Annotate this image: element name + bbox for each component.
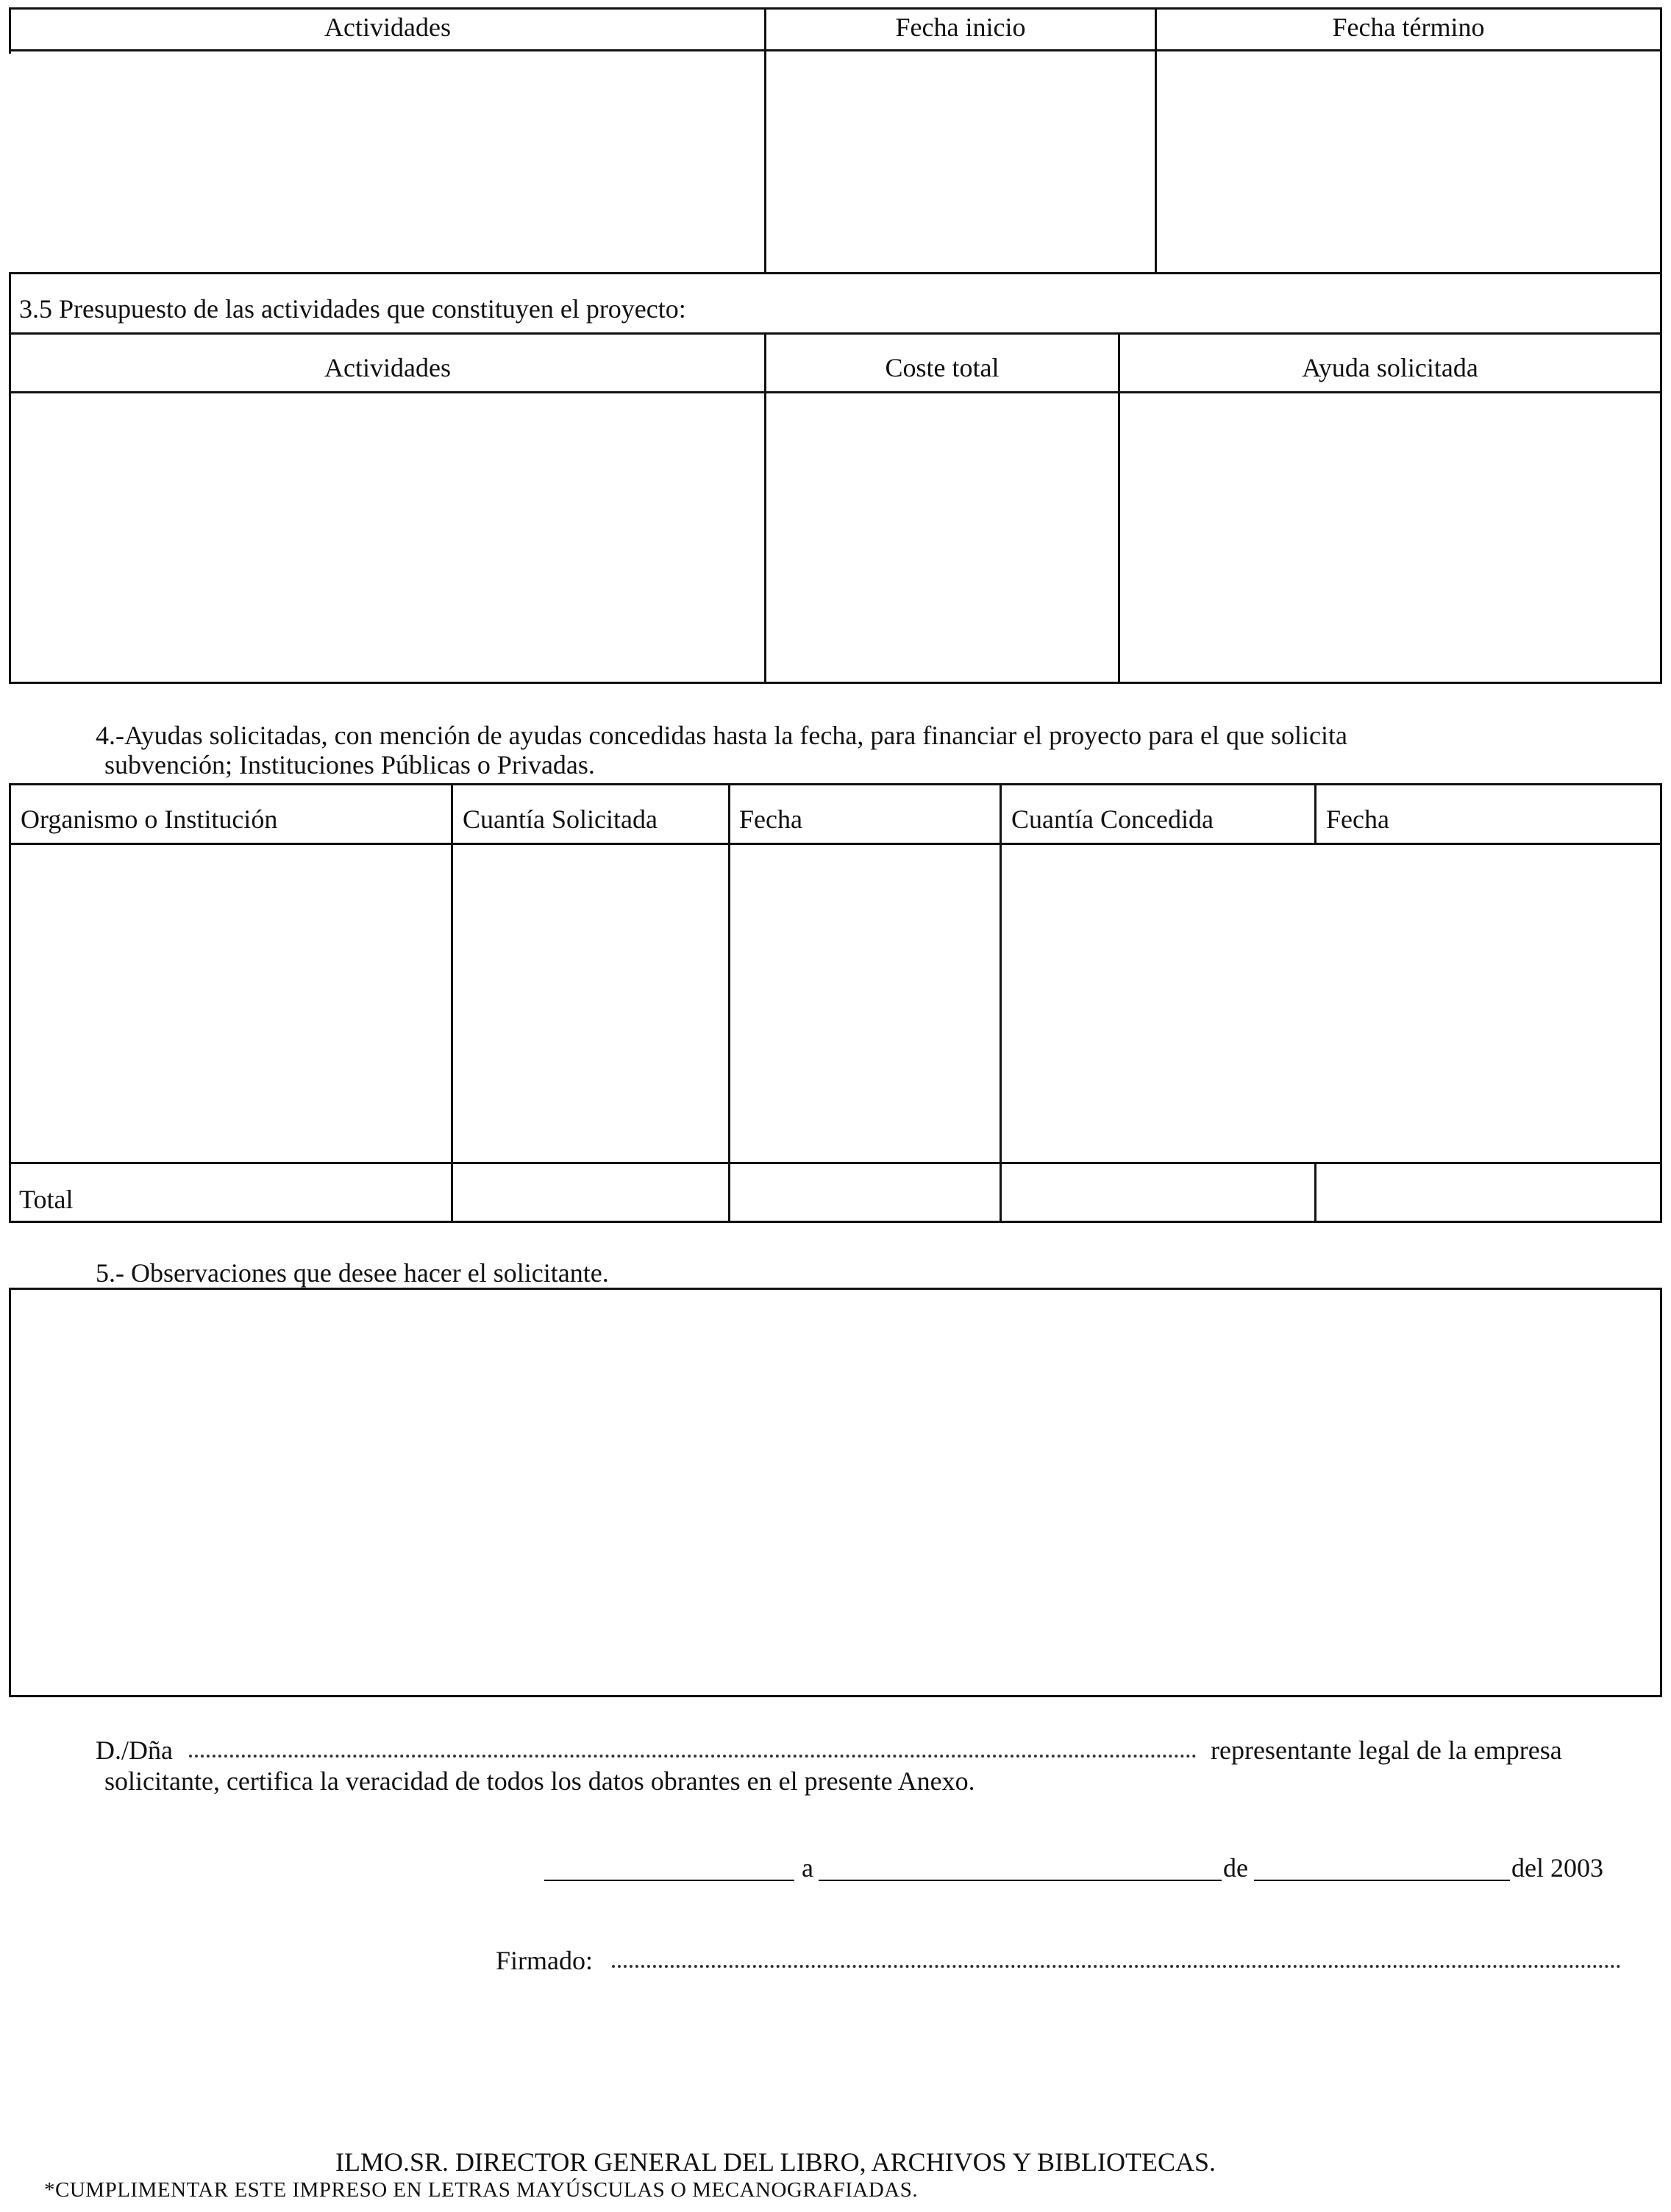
footer-note: *CUMPLIMENTAR ESTE IMPRESO EN LETRAS MAYÚSCULAS O MECANOGRAFIADAS. <box>44 2178 919 2202</box>
section-4-title-line1: 4.-Ayudas solicitadas, con mención de ayudas concedidas hasta la fecha, para financiar el proyecto para el que solicita <box>96 721 1347 750</box>
signature-label: Firmado: <box>496 1946 593 1975</box>
name-dotted-line[interactable] <box>189 1755 1197 1758</box>
certification-name-prefix: D./Dña <box>96 1735 173 1765</box>
place-blank[interactable] <box>544 1880 794 1881</box>
header-coste-total: Coste total <box>885 353 1000 382</box>
date-a: a <box>802 1853 813 1883</box>
certification-line1-end: representante legal de la empresa <box>1211 1735 1562 1765</box>
section-5-title: 5.- Observaciones que desee hacer el solicitante. <box>96 1258 609 1288</box>
header-cuantia-concedida: Cuantía Concedida <box>1011 804 1214 834</box>
signature-dotted-line[interactable] <box>612 1965 1621 1968</box>
total-label: Total <box>19 1185 74 1214</box>
day-blank[interactable] <box>819 1880 1222 1881</box>
month-blank[interactable] <box>1254 1880 1510 1881</box>
header-actividades-budget: Actividades <box>324 353 451 382</box>
header-organismo: Organismo o Institución <box>21 804 278 834</box>
header-fecha-2: Fecha <box>1326 804 1389 834</box>
date-de: de <box>1223 1853 1248 1883</box>
section-4-title-line2: subvención; Instituciones Públicas o Privadas. <box>104 750 595 779</box>
header-ayuda-solicitada: Ayuda solicitada <box>1302 353 1478 382</box>
header-actividades: Actividades <box>324 13 451 42</box>
header-cuantia-solicitada: Cuantía Solicitada <box>463 804 658 834</box>
header-fecha-termino: Fecha término <box>1332 13 1485 42</box>
header-fecha-inicio: Fecha inicio <box>895 13 1026 42</box>
observations-box[interactable] <box>9 1288 1662 1697</box>
header-fecha-1: Fecha <box>739 804 802 834</box>
date-year: del 2003 <box>1511 1853 1603 1883</box>
section-3-5-title: 3.5 Presupuesto de las actividades que constituyen el proyecto: <box>19 294 686 324</box>
certification-line2: solicitante, certifica la veracidad de todos los datos obrantes en el presente Anexo. <box>104 1766 975 1796</box>
footer-addressee: ILMO.SR. DIRECTOR GENERAL DEL LIBRO, ARCHIVOS Y BIBLIOTECAS. <box>335 2147 1216 2177</box>
